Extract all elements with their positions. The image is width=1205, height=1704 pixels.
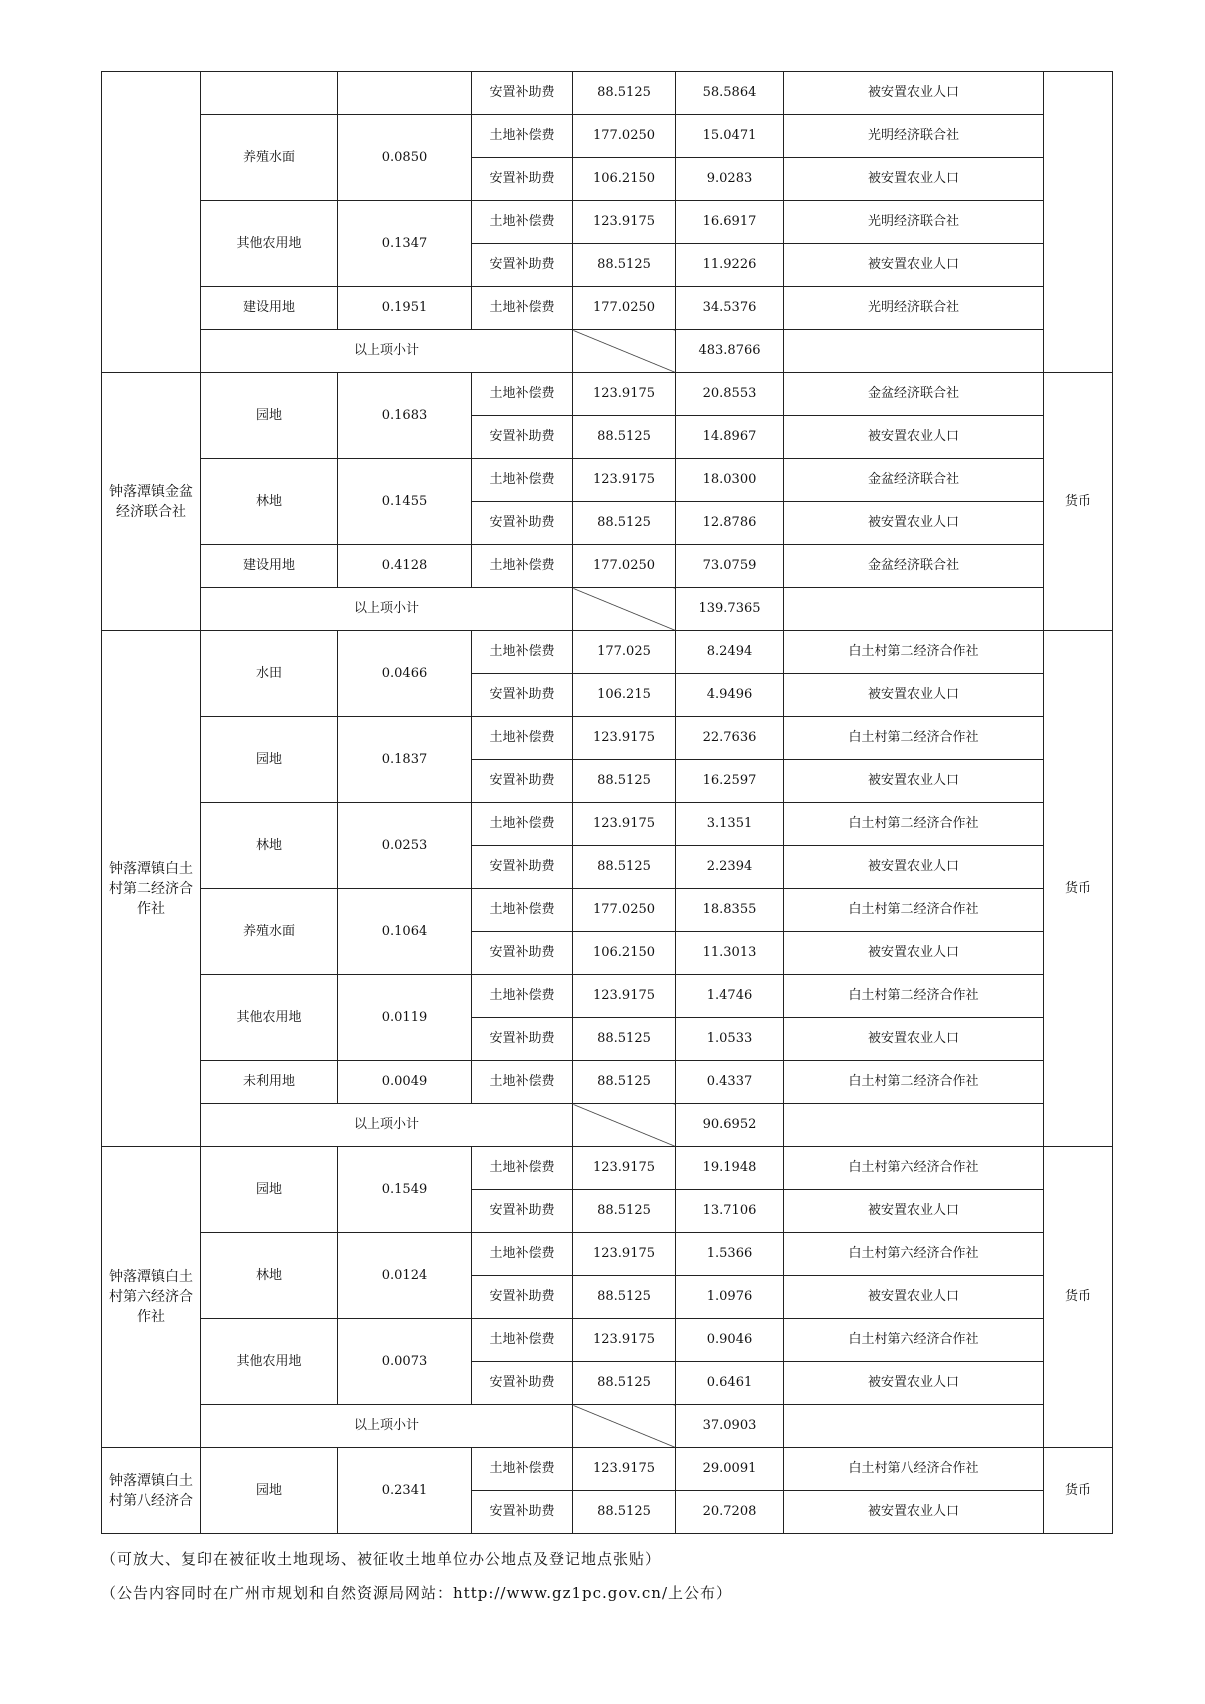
posting-note: （可放大、复印在被征收土地现场、被征收土地单位办公地点及登记地点张贴） <box>101 1550 662 1568</box>
payee-cell: 光明经济联合社 <box>784 201 1044 244</box>
subtotal-label-cell: 以上项小计 <box>201 588 573 631</box>
area-cell: 0.0073 <box>338 1319 472 1405</box>
payee-cell: 被安置农业人口 <box>784 158 1044 201</box>
fee-type-cell: 安置补助费 <box>472 416 573 459</box>
amount-cell: 29.0091 <box>676 1448 784 1491</box>
compensation-table <box>101 71 1113 1534</box>
payee-cell: 被安置农业人口 <box>784 1190 1044 1233</box>
area-cell: 0.1549 <box>338 1147 472 1233</box>
table-row <box>102 373 1113 416</box>
land-type-cell: 林地 <box>201 459 338 545</box>
unit-price-cell: 88.5125 <box>573 72 676 115</box>
payee-cell: 白土村第二经济合作社 <box>784 889 1044 932</box>
unit-price-cell: 88.5125 <box>573 1362 676 1405</box>
unit-price-cell: 106.215 <box>573 674 676 717</box>
payee-cell: 被安置农业人口 <box>784 674 1044 717</box>
area-cell <box>338 72 472 115</box>
area-cell: 0.1455 <box>338 459 472 545</box>
payee-cell: 白土村第八经济合作社 <box>784 1448 1044 1491</box>
area-cell: 0.0253 <box>338 803 472 889</box>
compensation-method-cell: 货币 <box>1044 373 1113 631</box>
amount-cell: 4.9496 <box>676 674 784 717</box>
payee-cell: 白土村第六经济合作社 <box>784 1147 1044 1190</box>
amount-cell: 9.0283 <box>676 158 784 201</box>
unit-price-cell: 88.5125 <box>573 1061 676 1104</box>
amount-cell: 16.6917 <box>676 201 784 244</box>
land-type-cell: 其他农用地 <box>201 975 338 1061</box>
land-type-cell: 林地 <box>201 1233 338 1319</box>
unit-price-cell: 123.9175 <box>573 803 676 846</box>
land-type-cell: 建设用地 <box>201 287 338 330</box>
unit-price-cell: 177.0250 <box>573 545 676 588</box>
amount-cell: 20.7208 <box>676 1491 784 1534</box>
unit-price-cell: 88.5125 <box>573 416 676 459</box>
website-note: （公告内容同时在广州市规划和自然资源局网站：http://www.gz1pc.gov.cn/上公布） <box>101 1584 733 1602</box>
unit-price-cell: 88.5125 <box>573 244 676 287</box>
unit-price-cell: 88.5125 <box>573 1018 676 1061</box>
table-row <box>102 287 1113 330</box>
unit-price-cell: 123.9175 <box>573 201 676 244</box>
land-type-cell: 养殖水面 <box>201 889 338 975</box>
land-type-cell: 水田 <box>201 631 338 717</box>
fee-type-cell: 安置补助费 <box>472 502 573 545</box>
fee-type-cell: 土地补偿费 <box>472 1147 573 1190</box>
subtotal-amount-cell: 90.6952 <box>676 1104 784 1147</box>
subtotal-slash-cell <box>573 588 676 631</box>
table-row <box>102 717 1113 760</box>
subtotal-amount-cell: 483.8766 <box>676 330 784 373</box>
payee-cell: 被安置农业人口 <box>784 760 1044 803</box>
subtotal-amount-cell: 139.7365 <box>676 588 784 631</box>
fee-type-cell: 安置补助费 <box>472 1018 573 1061</box>
fee-type-cell: 土地补偿费 <box>472 1233 573 1276</box>
payee-cell: 被安置农业人口 <box>784 416 1044 459</box>
fee-type-cell: 安置补助费 <box>472 846 573 889</box>
subtotal-label-cell: 以上项小计 <box>201 1104 573 1147</box>
fee-type-cell: 安置补助费 <box>472 932 573 975</box>
subtotal-empty-cell <box>784 1104 1044 1147</box>
fee-type-cell: 土地补偿费 <box>472 115 573 158</box>
amount-cell: 12.8786 <box>676 502 784 545</box>
fee-type-cell: 土地补偿费 <box>472 545 573 588</box>
fee-type-cell: 安置补助费 <box>472 1276 573 1319</box>
amount-cell: 3.1351 <box>676 803 784 846</box>
table-row <box>102 1061 1113 1104</box>
amount-cell: 73.0759 <box>676 545 784 588</box>
payee-cell: 金盆经济联合社 <box>784 459 1044 502</box>
area-cell: 0.0850 <box>338 115 472 201</box>
amount-cell: 0.4337 <box>676 1061 784 1104</box>
unit-price-cell: 123.9175 <box>573 459 676 502</box>
payee-cell: 白土村第二经济合作社 <box>784 631 1044 674</box>
table-body <box>102 72 1113 1534</box>
compensation-method-cell: 货币 <box>1044 631 1113 1147</box>
table-row <box>102 631 1113 674</box>
compensation-method-cell: 货币 <box>1044 1147 1113 1448</box>
unit-price-cell: 88.5125 <box>573 502 676 545</box>
amount-cell: 8.2494 <box>676 631 784 674</box>
amount-cell: 14.8967 <box>676 416 784 459</box>
land-type-cell: 建设用地 <box>201 545 338 588</box>
land-type-cell: 林地 <box>201 803 338 889</box>
unit-price-cell: 88.5125 <box>573 846 676 889</box>
table-row <box>102 201 1113 244</box>
fee-type-cell: 安置补助费 <box>472 760 573 803</box>
payee-cell: 白土村第二经济合作社 <box>784 975 1044 1018</box>
unit-price-cell: 177.0250 <box>573 889 676 932</box>
amount-cell: 2.2394 <box>676 846 784 889</box>
fee-type-cell: 土地补偿费 <box>472 1061 573 1104</box>
subtotal-row <box>102 330 1113 373</box>
amount-cell: 34.5376 <box>676 287 784 330</box>
payee-cell: 白土村第二经济合作社 <box>784 717 1044 760</box>
unit-price-cell: 177.025 <box>573 631 676 674</box>
table-row <box>102 1448 1113 1491</box>
area-cell: 0.1064 <box>338 889 472 975</box>
subtotal-empty-cell <box>784 330 1044 373</box>
table-row <box>102 72 1113 115</box>
subtotal-empty-cell <box>784 1405 1044 1448</box>
area-cell: 0.0124 <box>338 1233 472 1319</box>
payee-cell: 被安置农业人口 <box>784 932 1044 975</box>
payee-cell: 被安置农业人口 <box>784 72 1044 115</box>
amount-cell: 0.9046 <box>676 1319 784 1362</box>
land-type-cell: 养殖水面 <box>201 115 338 201</box>
table-row <box>102 1233 1113 1276</box>
table-row <box>102 545 1113 588</box>
amount-cell: 1.0533 <box>676 1018 784 1061</box>
land-type-cell: 园地 <box>201 1448 338 1534</box>
fee-type-cell: 土地补偿费 <box>472 631 573 674</box>
fee-type-cell: 安置补助费 <box>472 1190 573 1233</box>
unit-name-cell: 钟落潭镇白土村第八经济合 <box>102 1448 201 1534</box>
unit-name-cell: 钟落潭镇白土村第六经济合作社 <box>102 1147 201 1448</box>
table-row <box>102 1319 1113 1362</box>
subtotal-label-cell: 以上项小计 <box>201 330 573 373</box>
fee-type-cell: 土地补偿费 <box>472 287 573 330</box>
unit-price-cell: 88.5125 <box>573 1190 676 1233</box>
payee-cell: 被安置农业人口 <box>784 1018 1044 1061</box>
fee-type-cell: 土地补偿费 <box>472 803 573 846</box>
area-cell: 0.1347 <box>338 201 472 287</box>
land-type-cell: 园地 <box>201 717 338 803</box>
fee-type-cell: 土地补偿费 <box>472 889 573 932</box>
payee-cell: 被安置农业人口 <box>784 1491 1044 1534</box>
amount-cell: 13.7106 <box>676 1190 784 1233</box>
fee-type-cell: 土地补偿费 <box>472 459 573 502</box>
unit-price-cell: 177.0250 <box>573 287 676 330</box>
payee-cell: 白土村第二经济合作社 <box>784 803 1044 846</box>
area-cell: 0.1951 <box>338 287 472 330</box>
land-type-cell: 园地 <box>201 373 338 459</box>
unit-price-cell: 123.9175 <box>573 717 676 760</box>
subtotal-amount-cell: 37.0903 <box>676 1405 784 1448</box>
land-type-cell: 未利用地 <box>201 1061 338 1104</box>
amount-cell: 19.1948 <box>676 1147 784 1190</box>
table-row <box>102 975 1113 1018</box>
payee-cell: 被安置农业人口 <box>784 1276 1044 1319</box>
subtotal-slash-cell <box>573 1104 676 1147</box>
area-cell: 0.1683 <box>338 373 472 459</box>
fee-type-cell: 安置补助费 <box>472 244 573 287</box>
payee-cell: 金盆经济联合社 <box>784 545 1044 588</box>
area-cell: 0.0466 <box>338 631 472 717</box>
amount-cell: 1.4746 <box>676 975 784 1018</box>
unit-price-cell: 123.9175 <box>573 1233 676 1276</box>
unit-price-cell: 88.5125 <box>573 760 676 803</box>
unit-name-cell <box>102 72 201 373</box>
fee-type-cell: 安置补助费 <box>472 1491 573 1534</box>
subtotal-row <box>102 588 1113 631</box>
unit-price-cell: 123.9175 <box>573 373 676 416</box>
subtotal-row <box>102 1104 1113 1147</box>
payee-cell: 被安置农业人口 <box>784 502 1044 545</box>
table-row <box>102 803 1113 846</box>
table-row <box>102 459 1113 502</box>
unit-price-cell: 123.9175 <box>573 1448 676 1491</box>
unit-price-cell: 88.5125 <box>573 1491 676 1534</box>
amount-cell: 16.2597 <box>676 760 784 803</box>
land-type-cell: 其他农用地 <box>201 201 338 287</box>
fee-type-cell: 土地补偿费 <box>472 975 573 1018</box>
payee-cell: 被安置农业人口 <box>784 1362 1044 1405</box>
unit-price-cell: 123.9175 <box>573 1319 676 1362</box>
unit-price-cell: 106.2150 <box>573 932 676 975</box>
fee-type-cell: 土地补偿费 <box>472 201 573 244</box>
land-type-cell: 园地 <box>201 1147 338 1233</box>
subtotal-slash-cell <box>573 330 676 373</box>
area-cell: 0.0049 <box>338 1061 472 1104</box>
payee-cell: 金盆经济联合社 <box>784 373 1044 416</box>
amount-cell: 22.7636 <box>676 717 784 760</box>
amount-cell: 18.8355 <box>676 889 784 932</box>
payee-cell: 白土村第六经济合作社 <box>784 1233 1044 1276</box>
land-type-cell: 其他农用地 <box>201 1319 338 1405</box>
unit-price-cell: 88.5125 <box>573 1276 676 1319</box>
compensation-method-cell <box>1044 72 1113 373</box>
area-cell: 0.2341 <box>338 1448 472 1534</box>
fee-type-cell: 土地补偿费 <box>472 1319 573 1362</box>
fee-type-cell: 安置补助费 <box>472 1362 573 1405</box>
payee-cell: 被安置农业人口 <box>784 244 1044 287</box>
subtotal-empty-cell <box>784 588 1044 631</box>
unit-price-cell: 123.9175 <box>573 975 676 1018</box>
fee-type-cell: 安置补助费 <box>472 674 573 717</box>
amount-cell: 20.8553 <box>676 373 784 416</box>
area-cell: 0.4128 <box>338 545 472 588</box>
payee-cell: 被安置农业人口 <box>784 846 1044 889</box>
unit-name-cell: 钟落潭镇金盆经济联合社 <box>102 373 201 631</box>
subtotal-label-cell: 以上项小计 <box>201 1405 573 1448</box>
amount-cell: 1.0976 <box>676 1276 784 1319</box>
amount-cell: 0.6461 <box>676 1362 784 1405</box>
payee-cell: 白土村第二经济合作社 <box>784 1061 1044 1104</box>
amount-cell: 18.0300 <box>676 459 784 502</box>
fee-type-cell: 安置补助费 <box>472 158 573 201</box>
compensation-method-cell: 货币 <box>1044 1448 1113 1534</box>
subtotal-row <box>102 1405 1113 1448</box>
unit-price-cell: 123.9175 <box>573 1147 676 1190</box>
amount-cell: 1.5366 <box>676 1233 784 1276</box>
table-row <box>102 1147 1113 1190</box>
unit-price-cell: 177.0250 <box>573 115 676 158</box>
amount-cell: 11.3013 <box>676 932 784 975</box>
fee-type-cell: 土地补偿费 <box>472 373 573 416</box>
unit-price-cell: 106.2150 <box>573 158 676 201</box>
fee-type-cell: 安置补助费 <box>472 72 573 115</box>
subtotal-slash-cell <box>573 1405 676 1448</box>
amount-cell: 58.5864 <box>676 72 784 115</box>
amount-cell: 11.9226 <box>676 244 784 287</box>
payee-cell: 白土村第六经济合作社 <box>784 1319 1044 1362</box>
table-row <box>102 889 1113 932</box>
area-cell: 0.0119 <box>338 975 472 1061</box>
unit-name-cell: 钟落潭镇白土村第二经济合作社 <box>102 631 201 1147</box>
fee-type-cell: 土地补偿费 <box>472 1448 573 1491</box>
table-row <box>102 115 1113 158</box>
amount-cell: 15.0471 <box>676 115 784 158</box>
payee-cell: 光明经济联合社 <box>784 287 1044 330</box>
land-type-cell <box>201 72 338 115</box>
payee-cell: 光明经济联合社 <box>784 115 1044 158</box>
fee-type-cell: 土地补偿费 <box>472 717 573 760</box>
area-cell: 0.1837 <box>338 717 472 803</box>
